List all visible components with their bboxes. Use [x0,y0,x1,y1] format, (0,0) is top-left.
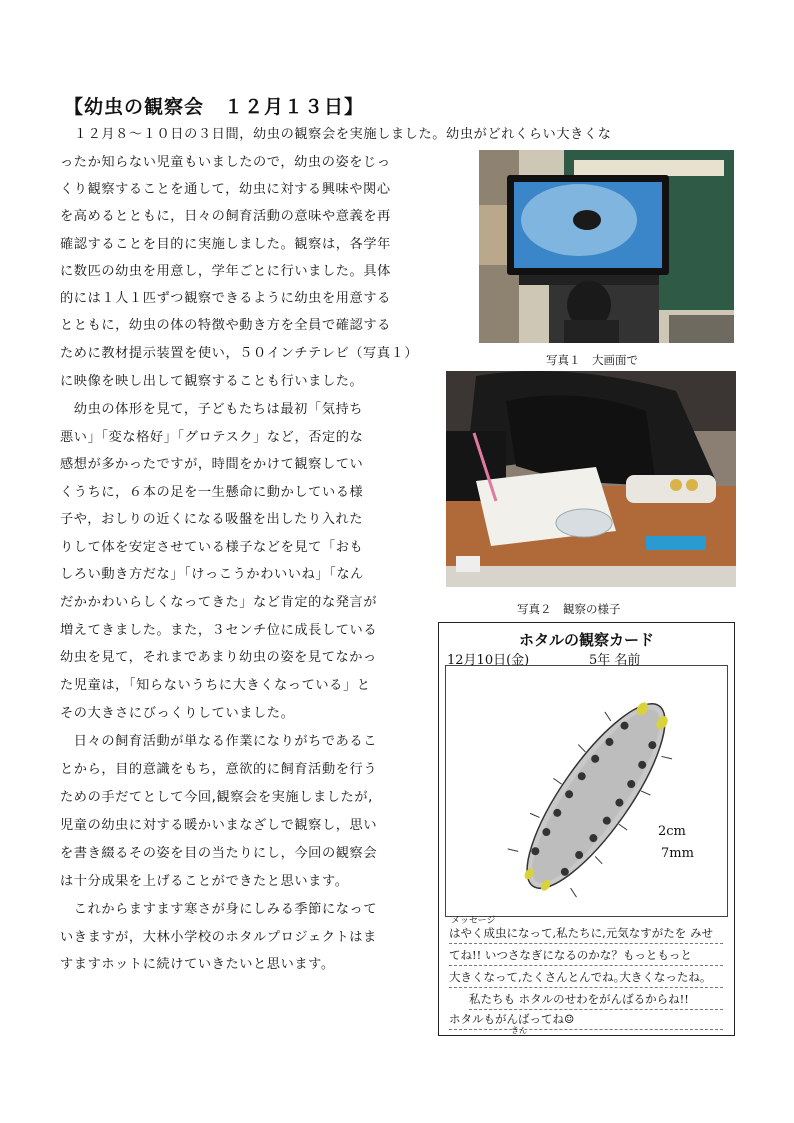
article-title: 【幼虫の観察会 １２月１３日】 [64,96,365,118]
message-line: はやく成虫になって,私たちに,元気なすがたを みせ [449,923,723,944]
body-line: すますホットに続けていきたいと思います。 [60,957,335,972]
body-line: しろい動き方だな」「けっこうかわいいね」「なん [60,567,364,582]
body-line: りして体を安定させている様子などを見て「おも [60,540,364,555]
body-line: 幼虫を見て，それまであまり幼虫の姿を見てなかっ [60,650,377,665]
body-line: 増えてきました。また，３センチ位に成長している [60,623,378,638]
message-line: 私たちも ホタルのせわをがんばるからね!! [469,989,723,1010]
message-label: メッセージ [451,916,496,926]
photo1-caption: 写真１ 大画面で [546,353,638,367]
body-line: だかかわいらしくなってきた」など肯定的な発言が [60,595,378,610]
photo-observation [446,371,736,587]
body-line: を書き綴るその姿を目の当たりにし，今回の観察会 [60,846,378,861]
body-line: 確認することを目的に実施しました。観察は，各学年 [60,237,391,252]
card-title: ホタルの観察カード [518,631,654,649]
body-line: た児童は，｢知らないうちに大きくなっている」と [60,678,371,693]
larva-drawing-area [445,665,728,917]
size-note-cm: 2cm [658,824,686,839]
body-line: その大きさにびっくりしていました。 [60,706,295,721]
card-grade-name: 5年 名前 [589,653,641,668]
body-line: とともに，幼虫の体の特徴や動き方を全員で確認する [60,318,391,333]
body-line: に数匹の幼虫を用意し，学年ごとに行いました。具体 [60,264,391,279]
body-line: ために教材提示装置を使い，５０インチテレビ（写真１） [60,346,419,361]
card-footnote: きん [511,1026,527,1035]
size-note-mm: 7mm [661,846,694,861]
body-line: 児童の幼虫に対する暖かいまなざしで観察し，思い [60,818,378,833]
body-line: に映像を映し出して観察することも行いました。 [60,374,364,389]
body-line: １２月８～１０日の３日間，幼虫の観察会を実施しました。幼虫がどれくらい大きくな [60,127,612,142]
message-line: ホタルもがんばってね☺ [449,1009,723,1030]
body-line: 幼虫の体形を見て，子どもたちは最初「気持ち [60,402,364,417]
body-line: これからますます寒さが身にしみる季節になって [60,902,378,917]
photo-observation-drawing [446,371,736,587]
photo2-caption: 写真２ 観察の様子 [517,602,621,616]
body-line: いきますが，大林小学校のホタルプロジェクトはま [60,930,377,945]
body-line: くり観察することを通して，幼虫に対する興味や関心 [60,182,391,197]
body-line: 的には１人１匹ずつ観察できるように幼虫を用意する [60,291,391,306]
body-line: を高めるとともに，日々の飼育活動の意味や意義を再 [60,209,391,224]
larva-drawing [446,666,727,916]
body-line: 悪い」「変な格好」「グロテスク」など，否定的な [60,430,364,445]
message-line: 大きくなって,たくさんとんでね｡大きくなったね｡ [449,967,723,988]
body-line: くうちに，６本の足を一生懸命に動かしている様 [60,485,364,500]
message-line: てね!! いつさなぎになるのかな？もっともっと [449,945,723,966]
observation-card [438,622,735,1036]
body-line: ったか知らない児童もいましたので，幼虫の姿をじっ [60,155,391,170]
body-line: 日々の飼育活動が単なる作業になりがちであるこ [60,734,377,749]
body-line: とから，目的意識をもち，意欲的に飼育活動を行う [60,762,378,777]
body-line: は十分成果を上げることができたと思います。 [60,874,349,889]
photo-classroom-tv [479,150,734,343]
card-date: 12月10日(金) [447,653,530,668]
body-line: ための手だてとして今回,観察会を実施しましたが, [60,790,373,805]
photo-classroom-tv-drawing [479,150,734,343]
body-line: 子や，おしりの近くになる吸盤を出したり入れた [60,512,364,527]
body-line: 感想が多かったですが，時間をかけて観察してい [60,457,364,472]
